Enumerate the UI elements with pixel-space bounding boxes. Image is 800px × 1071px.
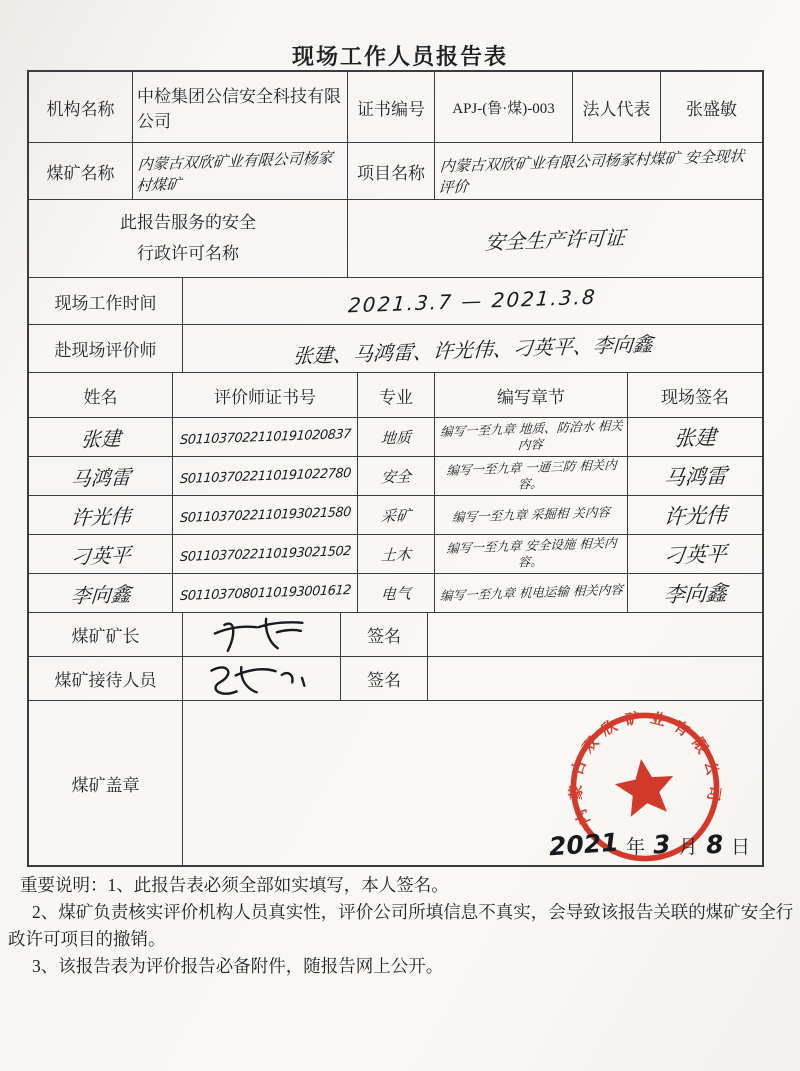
receptionist-label: 煤矿接待人员 (54, 671, 157, 690)
project-name-handwritten: 内蒙古双欣矿业有限公司杨家村煤矿 安全现状评价 (437, 146, 746, 197)
evaluator-name: 张建 (79, 425, 122, 452)
evaluator-chapters: 编写一至九章 采掘相 关内容 (451, 504, 611, 525)
evaluator-cert: S011037022110191022780 (179, 465, 351, 487)
evaluator-signature: 刁英平 (662, 541, 728, 569)
header-signature: 现场签名 (627, 373, 762, 417)
license-label (29, 200, 347, 277)
evaluator-major: 电气 (380, 583, 412, 604)
evaluator-chapters: 编写一至九章 安全设施 相关内容。 (445, 535, 618, 570)
sign-label-manager: 签名 (340, 613, 427, 656)
evaluator-row-1 (29, 417, 762, 456)
date-year-handwritten: 2021 (547, 827, 620, 862)
evaluator-row-2 (29, 456, 762, 495)
header-name: 姓名 (83, 387, 118, 407)
evaluator-major: 地质 (380, 427, 412, 448)
day-char: 日 (730, 837, 750, 858)
seal-date (541, 827, 750, 862)
manager-signature-empty-cell (427, 613, 762, 656)
evaluator-row-5 (29, 573, 762, 612)
receptionist-signature-empty-cell (427, 657, 762, 700)
date-month-handwritten: 3 (652, 829, 672, 860)
worktime-label: 现场工作时间 (54, 293, 157, 313)
header-major: 专业 (357, 373, 434, 417)
row-mine-seal (29, 700, 762, 865)
page-title: 现场工作人员报告表 (291, 44, 508, 69)
evaluator-cert: S011037080110193001612 (179, 582, 351, 604)
seal-company-text: 内蒙古双欣矿业有限公司 (566, 708, 724, 828)
header-chapters: 编写章节 (434, 373, 627, 417)
evaluator-row-3 (29, 495, 762, 534)
mine-seal-label: 煤矿盖章 (71, 775, 140, 795)
evaluator-chapters: 编写一至九章 一通三防 相关内容。 (445, 457, 618, 492)
evaluator-name: 马鸿雷 (69, 464, 132, 491)
evaluator-signature: 许光伟 (662, 502, 728, 530)
evaluator-name: 刁英平 (69, 542, 132, 569)
evaluator-cert: S011037022110193021502 (179, 543, 351, 565)
row-license (29, 199, 762, 277)
month-char: 月 (678, 837, 698, 858)
evaluator-major: 土木 (380, 544, 412, 565)
note-line-2: 2、煤矿负责核实评价机构人员真实性，评价公司所填信息不真实，会导致该报告关联的煤矿安全行政许可项目的撤销。 (8, 902, 794, 950)
evaluator-cert: S011037022110193021580 (179, 504, 351, 526)
cert-number-value: APJ-(鲁·煤)-003 (434, 72, 572, 142)
license-label-line2: 行政许可名称 (137, 243, 239, 263)
mine-name-handwritten: 内蒙古双欣矿业有限公司杨家村煤矿 (135, 148, 334, 195)
license-handwritten: 安全生产许可证 (484, 225, 626, 255)
row-team (29, 324, 762, 372)
seal-star-icon (612, 755, 678, 818)
org-name-value: 中检集团公信安全科技有限公司 (132, 72, 347, 142)
receptionist-signature-scribble (200, 657, 322, 700)
evaluator-row-4 (29, 534, 762, 573)
evaluator-major: 采矿 (380, 505, 412, 526)
evaluator-chapters: 编写一至九章 地质、防治水 相关内容 (439, 418, 624, 453)
legal-rep-label: 法人代表 (572, 72, 660, 142)
evaluator-signature: 张建 (673, 425, 717, 451)
note-line-3: 3、该报告表为评价报告必备附件，随报告网上公开。 (32, 956, 444, 977)
mine-seal-area (182, 701, 762, 865)
project-name-label: 项目名称 (347, 143, 434, 199)
row-mine-project (29, 142, 762, 199)
evaluator-major: 安全 (380, 466, 412, 487)
team-handwritten: 张建、马鸿雷、许光伟、刁英平、李向鑫 (291, 331, 654, 369)
mine-manager-signature-scribble (206, 613, 318, 656)
mine-name-label: 煤矿名称 (46, 163, 115, 183)
license-label-line1: 此报告服务的安全 (120, 212, 256, 232)
sign-label-receptionist: 签名 (340, 657, 427, 700)
row-organization (29, 72, 762, 142)
evaluator-table-header (29, 372, 762, 417)
row-receptionist (29, 656, 762, 700)
date-day-handwritten: 8 (704, 829, 724, 860)
evaluator-chapters: 编写一至九章 机电运输 相关内容 (439, 581, 623, 604)
evaluator-name: 许光伟 (69, 503, 132, 530)
cert-number-label: 证书编号 (347, 72, 434, 142)
mine-manager-label: 煤矿矿长 (71, 627, 140, 646)
header-cert: 评价师证书号 (172, 373, 357, 417)
important-notes (8, 872, 794, 981)
note-line-1: 重要说明：1、此报告表必须全部如实填写，本人签名。 (20, 875, 449, 895)
worktime-handwritten: 2021.3.7 — 2021.3.8 (347, 284, 598, 318)
row-mine-manager (29, 612, 762, 656)
row-worktime (29, 277, 762, 324)
evaluator-cert: S011037022110191020837 (179, 426, 351, 448)
org-name-label: 机构名称 (46, 99, 115, 119)
evaluator-signature: 马鸿雷 (662, 463, 728, 491)
evaluator-signature: 李向鑫 (662, 580, 728, 608)
year-char: 年 (626, 837, 646, 858)
legal-rep-value: 张盛敏 (660, 72, 762, 142)
evaluator-name: 李向鑫 (69, 581, 132, 608)
report-form-table (27, 70, 764, 867)
team-label: 赴现场评价师 (54, 341, 157, 360)
